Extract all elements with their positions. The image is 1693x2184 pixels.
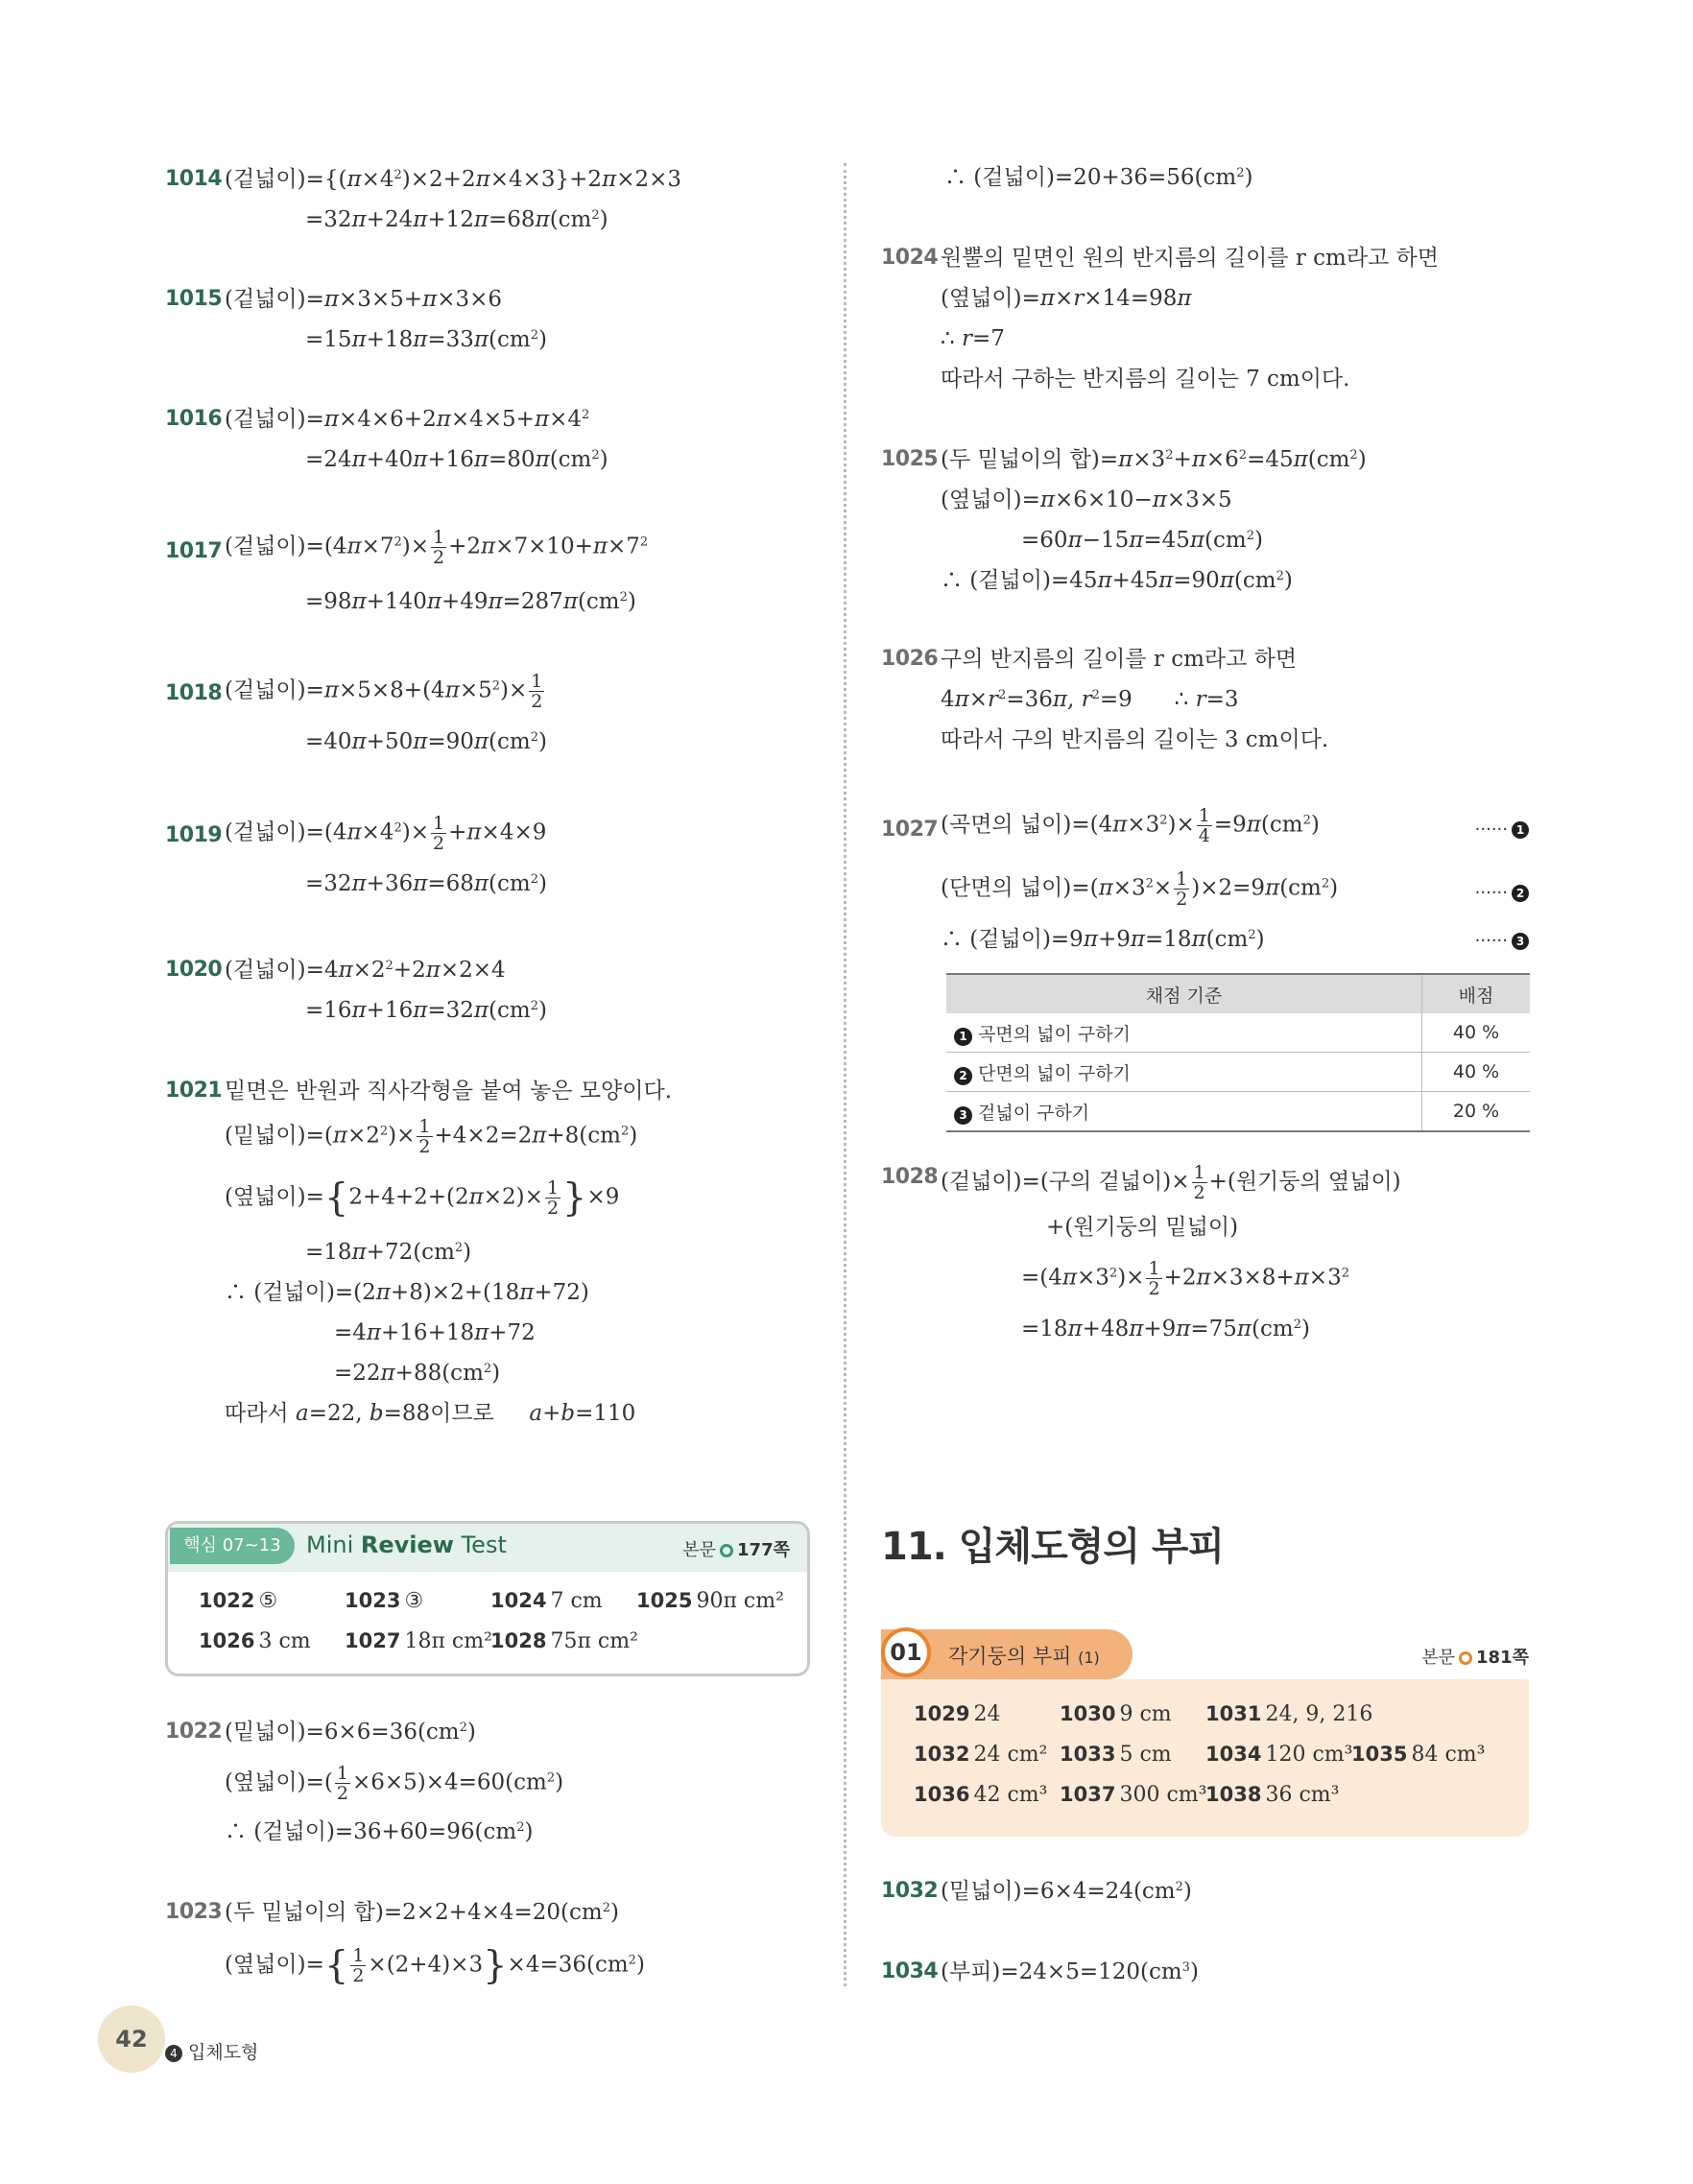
answer-item: 1037 300 cm³ (1060, 1783, 1207, 1807)
column-divider (844, 163, 846, 1986)
table-row: 3 겉넓이 구하기 20 % (946, 1092, 1530, 1132)
review-answer: 1023 ③ (345, 1589, 424, 1613)
problem-number: 1026 (881, 647, 939, 671)
arrow-circle-icon (1459, 1651, 1472, 1665)
table-header: 채점 기준 (946, 974, 1422, 1013)
solution-text: 원뿔의 밑면인 원의 반지름의 길이를 r cm라고 하면 (941, 246, 1440, 271)
answer-item: 1038 36 cm³ (1205, 1783, 1340, 1807)
step-marker: ······ 3 (1475, 931, 1529, 951)
review-tag: 핵심 07~13 (170, 1528, 295, 1564)
answer-item: 1036 42 cm³ (914, 1783, 1048, 1807)
solution-text: 밑면은 반원과 직사각형을 붙여 놓은 모양이다. (225, 1079, 673, 1104)
step-marker: ······ 2 (1475, 883, 1529, 903)
subsection-header (881, 1629, 1133, 1679)
review-answer: 1022 ⑤ (199, 1589, 278, 1613)
problem-number: 1017 (165, 539, 223, 563)
section-page-ref[interactable]: 본문 181쪽 (1421, 1648, 1529, 1668)
problem-number: 1018 (165, 681, 223, 705)
mini-review-header (168, 1524, 807, 1572)
problem-number: 1020 (165, 958, 223, 982)
answer-item: 1035 84 cm³ (1351, 1743, 1486, 1767)
problem-number: 1027 (881, 818, 939, 842)
problem-number: 1032 (881, 1879, 939, 1903)
solution-1023-continued: ∴ (겉넓이)$=20+36=56(cm^2)$ (944, 165, 1253, 190)
step-marker: ······ 1 (1475, 819, 1529, 840)
subsection-number: 01 (881, 1627, 931, 1677)
review-answer: 1024 7 cm (490, 1589, 603, 1613)
problem-number: 1016 (165, 407, 223, 431)
problem-number: 1023 (165, 1900, 223, 1924)
chapter-label: 4 입체도형 (165, 2038, 258, 2064)
page-number: 42 (98, 2006, 165, 2073)
answer-item: 1029 24 (914, 1702, 1001, 1726)
problem-number: 1014 (165, 167, 223, 191)
table-row: 2 단면의 넓이 구하기 40 % (946, 1053, 1530, 1092)
problem-number: 1021 (165, 1079, 223, 1103)
mini-review-box (165, 1521, 810, 1676)
subsection-title: 각기둥의 부피 (1) (948, 1645, 1100, 1668)
problem-number: 1015 (165, 287, 223, 311)
problem-number: 1022 (165, 1720, 223, 1744)
answer-item: 1031 24, 9, 216 (1205, 1702, 1373, 1726)
review-answer: 1028 75π cm² (490, 1629, 638, 1653)
review-answer: 1027 18π cm² (345, 1629, 492, 1653)
answer-item: 1032 24 cm² (914, 1743, 1048, 1767)
problem-number: 1028 (881, 1165, 939, 1189)
arrow-circle-icon (720, 1544, 733, 1557)
answer-item: 1033 5 cm (1060, 1743, 1172, 1767)
review-page-ref[interactable]: 본문 177쪽 (682, 1540, 790, 1560)
review-title: Mini Review Test (306, 1531, 507, 1558)
solution-text: 따라서 구하는 반지름의 길이는 7 cm이다. (941, 367, 1350, 392)
answer-item: 1030 9 cm (1060, 1702, 1172, 1726)
grading-table (946, 973, 1530, 1132)
table-header: 배점 (1422, 974, 1531, 1013)
problem-number: 1019 (165, 823, 223, 847)
solution-text: 구의 반지름의 길이를 r cm라고 하면 (941, 647, 1298, 672)
answer-item: 1034 120 cm³ (1205, 1743, 1353, 1767)
solution-text: 따라서 구의 반지름의 길이는 3 cm이다. (941, 727, 1329, 752)
problem-number: 1034 (881, 1959, 939, 1983)
review-answer: 1026 3 cm (199, 1629, 311, 1653)
problem-number: 1024 (881, 246, 939, 270)
section-title: 11. 입체도형의 부피 (881, 1525, 1225, 1569)
table-row: 1 곡면의 넓이 구하기 40 % (946, 1013, 1530, 1053)
review-answer: 1025 90π cm² (636, 1589, 784, 1613)
problem-number: 1025 (881, 447, 939, 471)
answer-box (881, 1679, 1529, 1837)
